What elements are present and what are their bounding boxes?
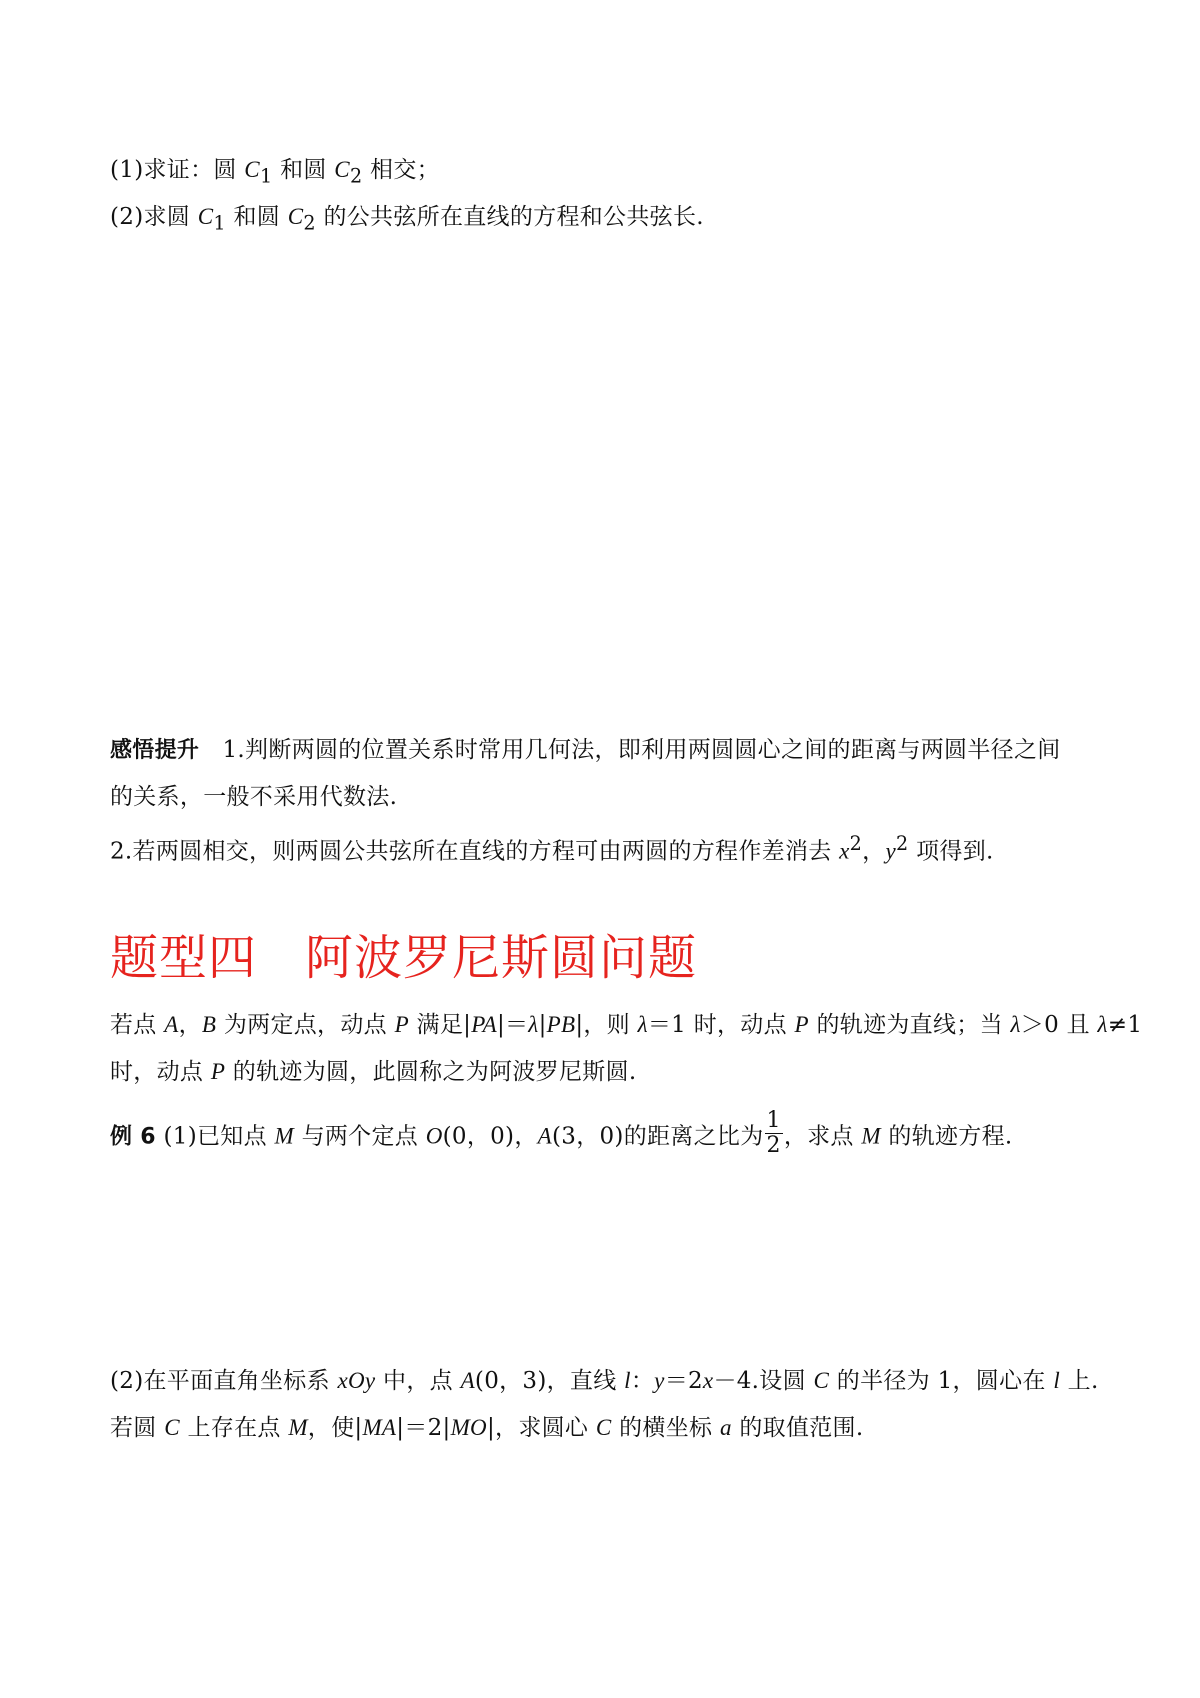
var: P — [210, 1059, 226, 1084]
var: λ — [1010, 1012, 1021, 1037]
text: |，则 — [575, 1012, 638, 1038]
text: ＝1 时，动点 — [647, 1012, 795, 1038]
text: 和圆 — [272, 157, 335, 183]
var: λ — [528, 1012, 539, 1037]
var: A — [537, 1123, 552, 1149]
text: 若点 — [110, 1012, 165, 1038]
example-6-part-2-line-2 — [110, 1413, 863, 1443]
superscript: 2 — [896, 832, 909, 855]
subscript: 1 — [259, 164, 273, 188]
var: C — [164, 1415, 180, 1440]
superscript: 2 — [849, 832, 863, 855]
var: C — [813, 1368, 830, 1393]
heading-title: 阿波罗尼斯圆问题 — [305, 930, 698, 986]
text: (1)求证：圆 — [110, 157, 245, 183]
var: a — [719, 1415, 732, 1440]
var: A — [460, 1368, 475, 1393]
text: ＝2 — [664, 1368, 703, 1394]
text: 上. — [1060, 1368, 1099, 1394]
var: λ — [637, 1012, 648, 1037]
insight-line-1 — [110, 735, 1061, 766]
var-x: x — [839, 838, 850, 864]
text: 的公共弦所在直线的方程和公共弦长. — [315, 204, 704, 230]
var: MO — [450, 1415, 487, 1440]
text: 相交； — [362, 157, 440, 183]
text: 时，动点 — [110, 1059, 211, 1085]
var: P — [394, 1012, 409, 1037]
text: |＝2| — [396, 1415, 451, 1441]
var: xOy — [337, 1368, 376, 1393]
var: PB — [546, 1012, 576, 1037]
text: 与两个定点 — [293, 1123, 426, 1150]
var: B — [201, 1012, 217, 1037]
text: | — [538, 1012, 547, 1038]
insight-label: 感悟提升 — [110, 738, 200, 763]
text: 1.判断两圆的位置关系时常用几何法，即利用两圆圆心之间的距离与两圆半径之间 — [199, 737, 1061, 763]
text: 2.若两圆相交，则两圆公共弦所在直线的方程可由两圆的方程作差消去 — [110, 838, 840, 865]
var: M — [274, 1123, 294, 1149]
text: 中，点 — [375, 1368, 461, 1394]
text: 若圆 — [110, 1415, 165, 1441]
question-part-1 — [110, 155, 440, 192]
text: ，求点 — [783, 1123, 862, 1150]
example-label: 例 6 — [110, 1124, 156, 1150]
text: ： — [630, 1368, 655, 1394]
var: P — [794, 1012, 809, 1037]
example-6-part-2-line-1 — [110, 1366, 1099, 1396]
var: λ — [1097, 1012, 1108, 1037]
var: O — [425, 1123, 443, 1149]
text: ≠1 — [1107, 1012, 1143, 1038]
insight-line-2 — [110, 782, 397, 812]
text: 满足| — [408, 1012, 472, 1038]
section-heading — [110, 928, 697, 988]
text: 为两定点，动点 — [216, 1012, 395, 1038]
text: (3，0)的距离之比为 — [551, 1123, 764, 1150]
text: 的轨迹为圆，此圆称之为阿波罗尼斯圆. — [225, 1059, 637, 1085]
text: |，求圆心 — [486, 1415, 596, 1441]
text: 和圆 — [225, 204, 288, 230]
var: PA — [471, 1012, 497, 1037]
var-y: y — [885, 838, 896, 864]
text: (2)求圆 — [110, 204, 198, 230]
text: ＞0 且 — [1020, 1012, 1098, 1038]
var: x — [702, 1368, 714, 1393]
text: 的轨迹为直线；当 — [808, 1012, 1011, 1038]
subscript: 2 — [303, 211, 316, 235]
text: 的轨迹方程. — [880, 1123, 1013, 1150]
example-6-part-1 — [110, 1108, 1013, 1161]
text: ， — [862, 838, 886, 865]
var: y — [654, 1368, 665, 1393]
var: M — [288, 1415, 308, 1440]
text: |＝ — [496, 1012, 529, 1038]
text: 的半径为 1，圆心在 — [829, 1368, 1054, 1394]
text: 项得到. — [908, 838, 994, 865]
text: (0，0)， — [442, 1123, 538, 1150]
var: C — [595, 1415, 612, 1440]
fraction-denominator: 2 — [766, 1133, 781, 1158]
heading-number: 题型四 — [110, 930, 258, 986]
text: ， — [178, 1012, 202, 1038]
fraction-numerator: 1 — [766, 1108, 781, 1133]
text: 的横坐标 — [611, 1415, 720, 1441]
var: MA — [362, 1415, 397, 1440]
var: A — [164, 1012, 179, 1037]
subscript: 1 — [213, 211, 226, 235]
text: (0，3)，直线 — [474, 1368, 625, 1394]
text: ，使| — [307, 1415, 363, 1441]
var: l — [1053, 1368, 1061, 1393]
fraction-one-half — [765, 1110, 783, 1157]
var-c: C — [287, 204, 304, 229]
var: l — [624, 1368, 631, 1393]
text: (1)已知点 — [155, 1123, 275, 1150]
intro-line-2 — [110, 1057, 637, 1087]
question-part-2 — [110, 202, 704, 239]
var-c: C — [334, 157, 350, 182]
text: (2)在平面直角坐标系 — [110, 1368, 338, 1394]
text: 上存在点 — [179, 1415, 289, 1441]
var: M — [861, 1123, 881, 1149]
text: 的关系，一般不采用代数法. — [110, 784, 398, 810]
var-c: C — [197, 204, 214, 229]
var-c: C — [244, 157, 260, 182]
insight-line-3 — [110, 829, 994, 867]
text: 的取值范围. — [731, 1415, 864, 1441]
text: －4.设圆 — [713, 1368, 814, 1394]
subscript: 2 — [349, 164, 363, 188]
intro-line-1 — [110, 1010, 1142, 1040]
